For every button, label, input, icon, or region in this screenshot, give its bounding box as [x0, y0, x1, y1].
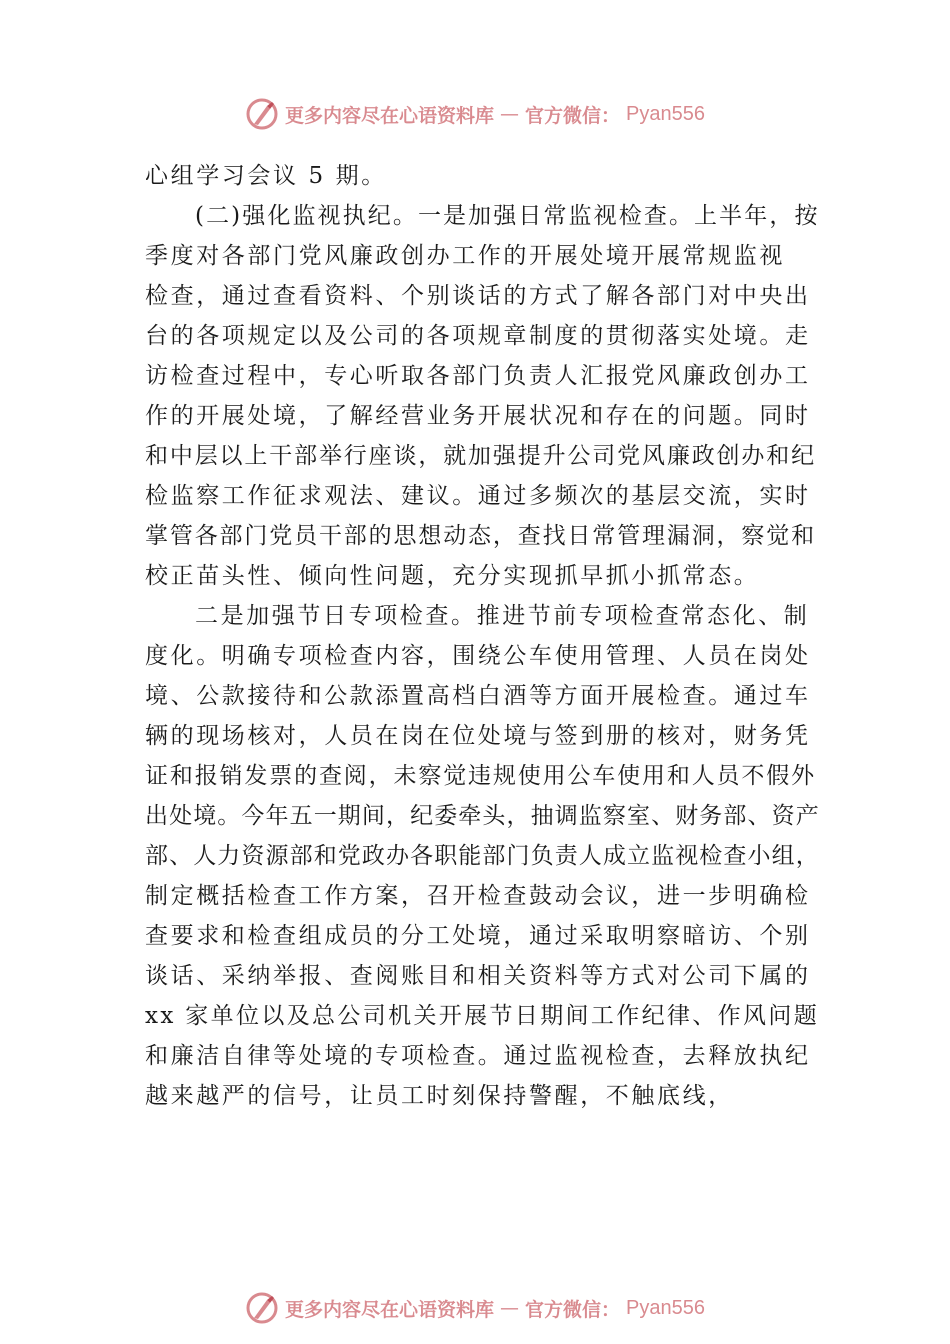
- text-line: 查要求和检查组成员的分工处境，通过采取明察暗访、个别: [145, 923, 811, 949]
- text-line: 二是加强节日专项检查。推进节前专项检查常态化、制: [195, 603, 810, 629]
- quill-pen-logo-icon: [245, 1291, 279, 1325]
- quill-pen-logo-icon: [245, 97, 279, 131]
- text-line: 和中层以上干部举行座谈，就加强提升公司党风廉政创办和纪: [145, 443, 816, 469]
- text-line: 和廉洁自律等处境的专项检查。通过监视检查，去释放执纪: [145, 1043, 811, 1069]
- text-line: 作的开展处境，了解经营业务开展状况和存在的问题。同时: [145, 403, 811, 429]
- text-line: 度化。明确专项检查内容，围绕公车使用管理、人员在岗处: [145, 643, 811, 669]
- text-line: 制定概括检查工作方案，召开检查鼓动会议，进一步明确检: [145, 883, 811, 909]
- watermark-brand: 更多内容尽在心语资料库: [285, 1298, 495, 1321]
- document-body: [145, 156, 820, 1116]
- watermark-wechat-id: Pyan556: [626, 102, 705, 125]
- text-line: 辆的现场核对，人员在岗在位处境与签到册的核对，财务凭: [145, 723, 811, 749]
- text-line: 访检查过程中，专心听取各部门负责人汇报党风廉政创办工: [145, 363, 811, 389]
- text-line: 掌管各部门党员干部的思想动态，查找日常管理漏洞，察觉和: [145, 523, 816, 549]
- watermark-dash: —: [500, 1297, 520, 1319]
- text-line: 季度对各部门党风廉政创办工作的开展处境开展常规监视: [145, 243, 785, 269]
- watermark-dash: —: [500, 103, 520, 125]
- watermark-brand: 更多内容尽在心语资料库: [285, 104, 495, 127]
- text-line: 境、公款接待和公款添置高档白酒等方面开展检查。通过车: [145, 683, 811, 709]
- text-line: 部、人力资源部和党政办各职能部门负责人成立监视检查小组，: [145, 843, 820, 869]
- text-line: 台的各项规定以及公司的各项规章制度的贯彻落实处境。走: [145, 323, 811, 349]
- text-line: 出处境。今年五一期间，纪委牵头，抽调监察室、财务部、资产: [145, 803, 820, 829]
- text-line: xx 家单位以及总公司机关开展节日期间工作纪律、作风问题: [145, 1003, 820, 1029]
- text-line: 证和报销发票的查阅，未察觉违规使用公车使用和人员不假外: [145, 763, 816, 789]
- header-watermark: [0, 94, 950, 134]
- text-line: 越来越严的信号，让员工时刻保持警醒，不触底线，: [145, 1083, 734, 1109]
- text-line: 检查，通过查看资料、个别谈话的方式了解各部门对中央出: [145, 283, 811, 309]
- text-line: 谈话、采纳举报、查阅账目和相关资料等方式对公司下属的: [145, 963, 811, 989]
- watermark-label: 官方微信：: [525, 1298, 621, 1321]
- text-line: (二)强化监视执纪。一是加强日常监视检查。上半年，按: [195, 203, 820, 229]
- text-line: 校正苗头性、倾向性问题，充分实现抓早抓小抓常态。: [145, 563, 760, 589]
- footer-watermark: [0, 1288, 950, 1328]
- text-line: 检监察工作征求观法、建议。通过多频次的基层交流，实时: [145, 483, 811, 509]
- watermark-wechat-id: Pyan556: [626, 1296, 705, 1319]
- text-line: 心组学习会议 5 期。: [145, 163, 387, 189]
- watermark-label: 官方微信：: [525, 104, 621, 127]
